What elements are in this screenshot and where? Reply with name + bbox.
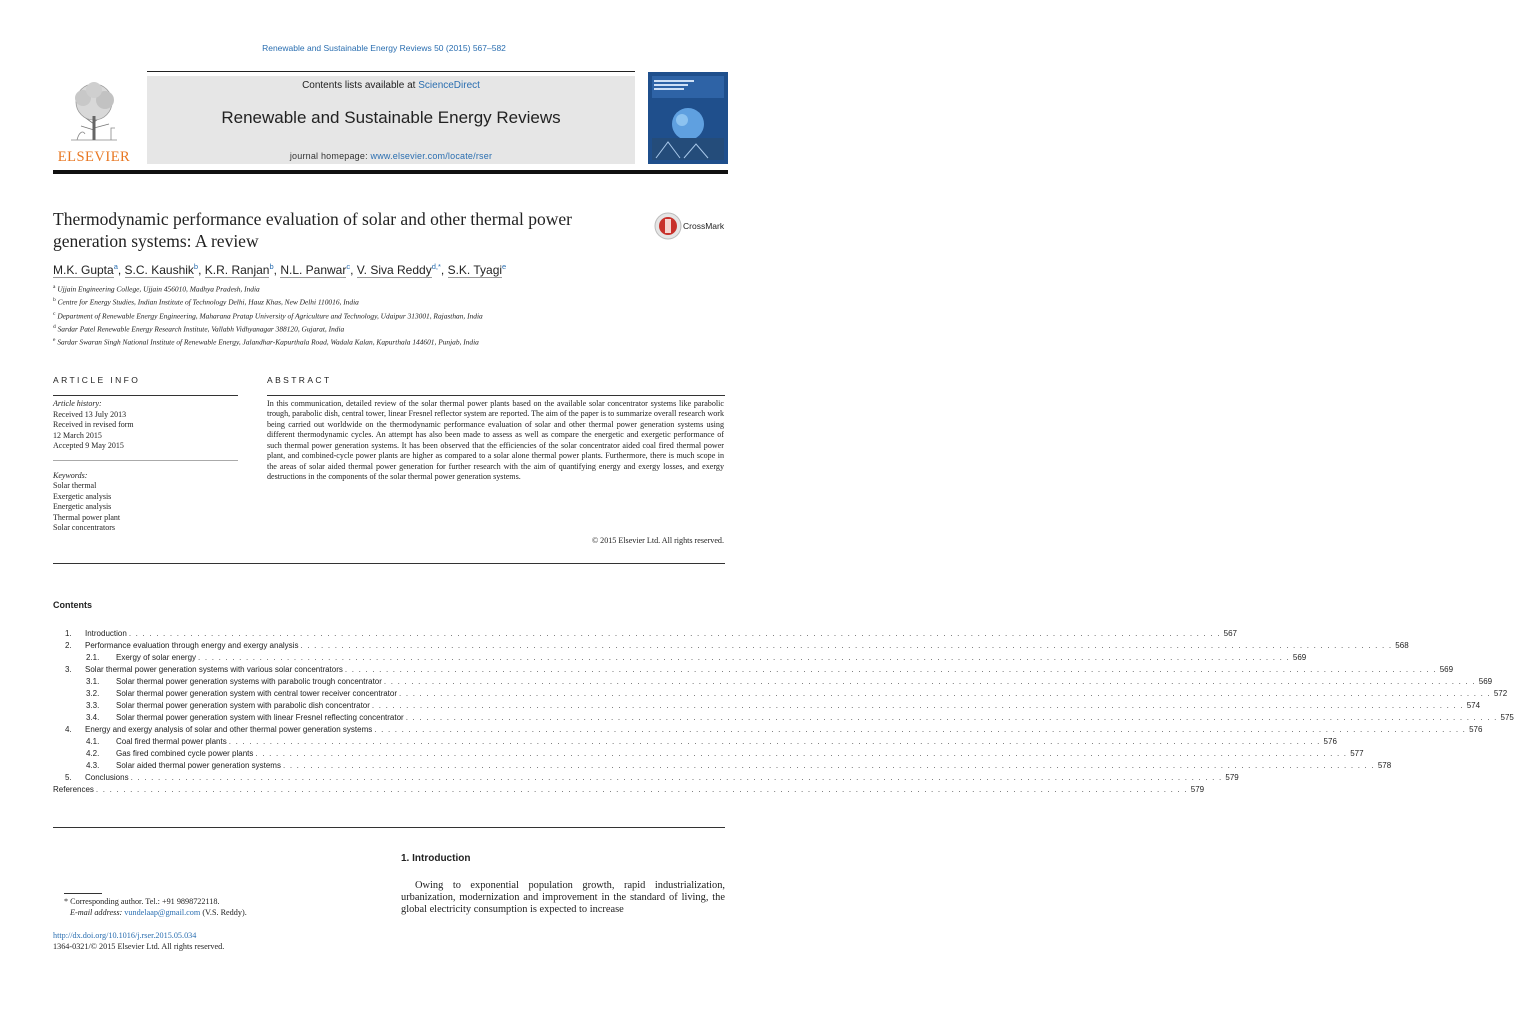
history-label: Article history: [53,399,102,408]
history-item: 12 March 2015 [53,430,102,440]
toc-entry-title: Energy and exergy analysis of solar and other thermal power generation systems [85,725,373,734]
toc-entry-page: 568 [1395,641,1409,650]
keyword-item: Solar concentrators [53,523,115,532]
toc-entry[interactable] [53,628,1237,640]
toc-entry-title: Coal fired thermal power plants [116,737,227,746]
crossmark-icon [653,211,683,241]
affiliation-item: $^c$ Department of Renewable Energy Engineering, Maharana Pratap University of Agriculture and Technology, Udaipur 313001, Rajasthan, India [53,310,483,320]
contents-availability [147,80,635,91]
abstract-copyright: © 2015 Elsevier Ltd. All rights reserved. [591,536,724,545]
toc-entry[interactable] [53,724,1483,736]
toc-dot-leader: . . . . . . . . . . . . . . . . . . . . . . . . . . . . . . . . . . . . . . . . . . . . . . . . . . . . . . . . . . . . . . . . . . . . . . . . . . . . . . . . . . . . . . . . . . . . . . . . . . . . . . . . . . . . . . . . . . . . . . . . . . . . . . . . . . . . . . . . . . . . . . . . . . . . . . . . . . . . . . . . [371,701,1464,710]
contents-bottom-rule [53,827,725,828]
toc-dot-leader: . . . . . . . . . . . . . . . . . . . . . . . . . . . . . . . . . . . . . . . . . . . . . . . . . . . . . . . . . . . . . . . . . . . . . . . . . . . . . . . . . . . . . . . . . . . . . . . . . . . . . . . . . . . . . . . . . . . . . . . . . . . . . . . . . . . . . . . . . . . . . . . . . . . . . . . . . . . . . . . . [130,773,1223,782]
affiliation-item: $^e$ Sardar Swaran Singh National Institute of Renewable Energy, Jalandhar-Kapurthala Road, Wadala Kalan, Kapurthala 144601, Punjab, India [53,337,479,347]
toc-entry-page: 569 [1292,653,1307,662]
introduction-text: Owing to exponential population growth, rapid industrialization, urbanization, modernization and improvement in the standard of living, the global electricity consumption is expected to increase [401,880,725,916]
doi-block [53,931,383,952]
toc-entry-number: 3.1. [86,677,100,686]
footnote-rule [64,893,102,894]
toc-entry-page: 576 [1323,737,1337,746]
keyword-item: Solar thermal [53,481,97,490]
toc-entry[interactable] [53,700,1481,712]
issn-copyright: 1364-0321/© 2015 Elsevier Ltd. All rights reserved. [53,941,225,951]
toc-entry-title: Solar thermal power generation systems with parabolic trough concentrator [116,677,382,686]
toc-entry-title: Solar thermal power generation system with parabolic dish concentrator [116,701,370,710]
toc-entry-number: 3.3. [86,701,100,710]
toc-entry-page: 572 [1493,689,1508,698]
toc-entry[interactable] [53,712,1514,724]
toc-dot-leader: . . . . . . . . . . . . . . . . . . . . . . . . . . . . . . . . . . . . . . . . . . . . . . . . . . . . . . . . . . . . . . . . . . . . . . . . . . . . . . . . . . . . . . . . . . . . . . . . . . . . . . . . . . . . . . . . . . . . . . . . . . . . . . . . . . . . . . . . . . . . . . . . . . . . . . . . . . . . . . . . [374,725,1467,734]
doi-link[interactable]: http://dx.doi.org/10.1016/j.rser.2015.05.034 [53,931,197,940]
history-item: Accepted 9 May 2015 [53,441,124,450]
toc-entry-page: 569 [1439,665,1454,674]
elsevier-wordmark: ELSEVIER [57,149,131,165]
history-item: Received in revised form [53,420,134,429]
toc-entry-page: 579 [1190,785,1205,794]
introduction-body [401,880,725,917]
author[interactable]: V. Siva Reddy$^{d,*}$ [356,262,441,277]
affiliation-item: $^a$ Ujjain Engineering College, Ujjain 456010, Madhya Pradesh, India [53,284,260,294]
abstract-heading: ABSTRACT [267,375,332,385]
journal-homepage [147,151,635,161]
abstract-body: In this communication, detailed review of the solar thermal power plants based on the available solar concentrator systems like parabolic trough, parabolic dish, central tower, linear Fresnel reflector system are reported. The aim of the paper is to summarize overall research work being carried out worldwide on the thermodynamic performance evaluation of solar and other thermal power generation systems using different thermodynamic cycles. An attempt has also been made to assess as well as compare the energetic and exergetic performance of such thermal power generation systems. It has been observed that the efficiencies of the solar concentrator aided coal fired thermal power plant, and combined-cycle power plants are higher as compared to a solar alone thermal power plants. Furthermore, there is much scope in the areas of solar aided thermal power generation for further research with the aim of quantifying energy and exergy losses, and exergy destructions in the components of the solar thermal power generation systems. [267,399,724,482]
toc-entry-title: Conclusions [85,773,129,782]
contents-heading: Contents [53,600,92,610]
toc-entry-number: 2.1. [86,653,100,662]
journal-cover-image [648,72,728,164]
toc-entry-title: Solar thermal power generation system with linear Fresnel reflecting concentrator [116,713,404,722]
toc-entry-title: Solar thermal power generation systems with various solar concentrators [85,665,343,674]
toc-entry-number: 3. [65,665,72,674]
toc-entry-title: References [53,785,94,794]
toc-entry[interactable] [53,760,1392,772]
toc-entry[interactable] [53,772,1239,784]
email-suffix: (V.S. Reddy). [200,907,247,917]
toc-entry[interactable] [53,688,1508,700]
toc-entry-page: 577 [1350,749,1364,758]
toc-entry-title: Gas fired combined cycle power plants [116,749,254,758]
toc-entry-page: 574 [1466,701,1481,710]
masthead-top-rule [147,71,635,72]
email-link[interactable]: vundelaap@gmail.com [124,907,201,917]
toc-entry-number: 4.2. [86,749,100,758]
toc-entry-title: Exergy of solar energy [116,653,197,662]
table-of-contents [53,628,1514,796]
toc-dot-leader: . . . . . . . . . . . . . . . . . . . . . . . . . . . . . . . . . . . . . . . . . . . . . . . . . . . . . . . . . . . . . . . . . . . . . . . . . . . . . . . . . . . . . . . . . . . . . . . . . . . . . . . . . . . . . . . . . . . . . . . . . . . . . . . . . . . . . . . . . . . . . . . . . . . . . . . . . . . . . . . . [255,749,1348,758]
article-info-rule [53,395,238,396]
toc-dot-leader: . . . . . . . . . . . . . . . . . . . . . . . . . . . . . . . . . . . . . . . . . . . . . . . . . . . . . . . . . . . . . . . . . . . . . . . . . . . . . . . . . . . . . . . . . . . . . . . . . . . . . . . . . . . . . . . . . . . . . . . . . . . . . . . . . . . . . . . . . . . . . . . . . . . . . . . . . . . . . . . . [300,641,1393,650]
paper-title: Thermodynamic performance evaluation of solar and other thermal power generation systems: A review [53,209,572,251]
corresponding-author-footnote [64,897,384,918]
toc-dot-leader: . . . . . . . . . . . . . . . . . . . . . . . . . . . . . . . . . . . . . . . . . . . . . . . . . . . . . . . . . . . . . . . . . . . . . . . . . . . . . . . . . . . . . . . . . . . . . . . . . . . . . . . . . . . . . . . . . . . . . . . . . . . . . . . . . . . . . . . . . . . . . . . . . . . . . . . . . . . . . . . . [128,629,1221,638]
toc-entry-page: 569 [1478,677,1493,686]
toc-entry-title: Performance evaluation through energy and exergy analysis [85,641,299,650]
author[interactable]: M.K. Gupta$^a$ [53,262,118,277]
toc-entry[interactable] [53,676,1493,688]
toc-dot-leader: . . . . . . . . . . . . . . . . . . . . . . . . . . . . . . . . . . . . . . . . . . . . . . . . . . . . . . . . . . . . . . . . . . . . . . . . . . . . . . . . . . . . . . . . . . . . . . . . . . . . . . . . . . . . . . . . . . . . . . . . . . . . . . . . . . . . . . . . . . . . . . . . . . . . . . . . . . . . . . . . [399,689,1491,698]
info-divider [53,460,238,461]
author[interactable]: K.R. Ranjan$^b$ [204,262,274,277]
crossmark-label: CrossMark [683,221,725,231]
elsevier-logo[interactable] [53,76,135,164]
affiliations [53,282,733,348]
toc-entry-title: Solar thermal power generation system with central tower receiver concentrator [116,689,398,698]
toc-entry-title: Solar aided thermal power generation systems [116,761,281,770]
toc-entry-number: 5. [65,773,72,782]
journal-title: Renewable and Sustainable Energy Reviews [221,108,561,127]
toc-entry[interactable] [53,736,1337,748]
toc-dot-leader: . . . . . . . . . . . . . . . . . . . . . . . . . . . . . . . . . . . . . . . . . . . . . . . . . . . . . . . . . . . . . . . . . . . . . . . . . . . . . . . . . . . . . . . . . . . . . . . . . . . . . . . . . . . . . . . . . . . . . . . . . . . . . . . . . . . . . . . . . . . . . . . . . . . . . . . . . . . . . . . . [198,653,1290,662]
toc-dot-leader: . . . . . . . . . . . . . . . . . . . . . . . . . . . . . . . . . . . . . . . . . . . . . . . . . . . . . . . . . . . . . . . . . . . . . . . . . . . . . . . . . . . . . . . . . . . . . . . . . . . . . . . . . . . . . . . . . . . . . . . . . . . . . . . . . . . . . . . . . . . . . . . . . . . . . . . . . . . . . . . . [228,737,1321,746]
toc-entry-number: 4. [65,725,72,734]
article-info-heading: ARTICLE INFO [53,375,141,385]
sciencedirect-link[interactable]: ScienceDirect [418,80,480,91]
toc-entry[interactable] [53,652,1307,664]
journal-citation[interactable]: Renewable and Sustainable Energy Reviews 50 (2015) 567–582 [262,43,506,53]
history-item: Received 13 July 2013 [53,409,127,419]
toc-entry[interactable] [53,664,1454,676]
toc-entry[interactable] [53,784,1205,796]
toc-entry-number: 1. [65,629,72,638]
author[interactable]: S.C. Kaushik$^b$ [124,262,199,277]
toc-dot-leader: . . . . . . . . . . . . . . . . . . . . . . . . . . . . . . . . . . . . . . . . . . . . . . . . . . . . . . . . . . . . . . . . . . . . . . . . . . . . . . . . . . . . . . . . . . . . . . . . . . . . . . . . . . . . . . . . . . . . . . . . . . . . . . . . . . . . . . . . . . . . . . . . . . . . . . . . . . . . . . . . [282,761,1375,770]
toc-entry-page: 567 [1223,629,1237,638]
toc-entry-number: 4.1. [86,737,100,746]
toc-dot-leader: . . . . . . . . . . . . . . . . . . . . . . . . . . . . . . . . . . . . . . . . . . . . . . . . . . . . . . . . . . . . . . . . . . . . . . . . . . . . . . . . . . . . . . . . . . . . . . . . . . . . . . . . . . . . . . . . . . . . . . . . . . . . . . . . . . . . . . . . . . . . . . . . . . . . . . . . . . . . . . . . [95,785,1188,794]
corresponding-author: * Corresponding author. Tel.: +91 9898722118. [64,897,220,906]
toc-dot-leader: . . . . . . . . . . . . . . . . . . . . . . . . . . . . . . . . . . . . . . . . . . . . . . . . . . . . . . . . . . . . . . . . . . . . . . . . . . . . . . . . . . . . . . . . . . . . . . . . . . . . . . . . . . . . . . . . . . . . . . . . . . . . . . . . . . . . . . . . . . . . . . . . . . . . . . . . . . . . . . . . [383,677,1476,686]
keywords-label: Keywords: [53,470,88,480]
toc-entry-number: 4.3. [86,761,100,770]
toc-entry-page: 575 [1500,713,1514,722]
abstract-rule [267,395,725,396]
abstract-bottom-rule [53,563,725,564]
toc-dot-leader: . . . . . . . . . . . . . . . . . . . . . . . . . . . . . . . . . . . . . . . . . . . . . . . . . . . . . . . . . . . . . . . . . . . . . . . . . . . . . . . . . . . . . . . . . . . . . . . . . . . . . . . . . . . . . . . . . . . . . . . . . . . . . . . . . . . . . . . . . . . . . . . . . . . . . . . . . . . . . . . . [405,713,1498,722]
toc-entry-page: 578 [1377,761,1392,770]
toc-entry-number: 2. [65,641,72,650]
toc-entry-number: 3.2. [86,689,100,698]
crossmark-badge[interactable] [653,211,733,241]
introduction-heading: 1. Introduction [401,853,471,864]
author-list: M.K. Gupta$^a$, S.C. Kaushik$^b$, K.R. Ranjan$^b$, N.L. Panwar$^c$, V. Siva Reddy$^{d,*}$, S.K. Tyagi$^e$ [53,262,507,277]
affiliation-item: $^b$ Centre for Energy Studies, Indian Institute of Technology Delhi, Hauz Khas, New Delhi 110016, India [53,297,359,307]
keyword-item: Energetic analysis [53,502,112,511]
homepage-prefix: journal homepage: [289,151,371,161]
toc-entry-page: 579 [1225,773,1239,782]
email-label: E-mail address: [70,907,125,917]
toc-entry-title: Introduction [85,629,127,638]
author[interactable]: S.K. Tyagi$^e$ [447,262,507,277]
toc-dot-leader: . . . . . . . . . . . . . . . . . . . . . . . . . . . . . . . . . . . . . . . . . . . . . . . . . . . . . . . . . . . . . . . . . . . . . . . . . . . . . . . . . . . . . . . . . . . . . . . . . . . . . . . . . . . . . . . . . . . . . . . . . . . . . . . . . . . . . . . . . . . . . . . . . . . . . . . . . . . . . . . . [344,665,1437,674]
toc-entry-number: 3.4. [86,713,100,722]
keyword-item: Thermal power plant [53,512,121,522]
journal-cover-thumbnail[interactable] [648,72,728,164]
toc-entry-page: 576 [1469,725,1483,734]
homepage-link[interactable]: www.elsevier.com/locate/rser [370,151,493,161]
article-info [53,399,238,534]
author[interactable]: N.L. Panwar$^c$ [280,262,351,277]
keyword-item: Exergetic analysis [53,491,112,501]
toc-entry[interactable] [53,748,1364,760]
contents-prefix: Contents lists available at [302,80,419,91]
affiliation-item: $^d$ Sardar Patel Renewable Energy Research Institute, Vallabh Vidhyanagar 388120, Gujarat, India [53,323,345,334]
masthead-bottom-rule [53,170,728,174]
toc-entry[interactable] [53,640,1409,652]
